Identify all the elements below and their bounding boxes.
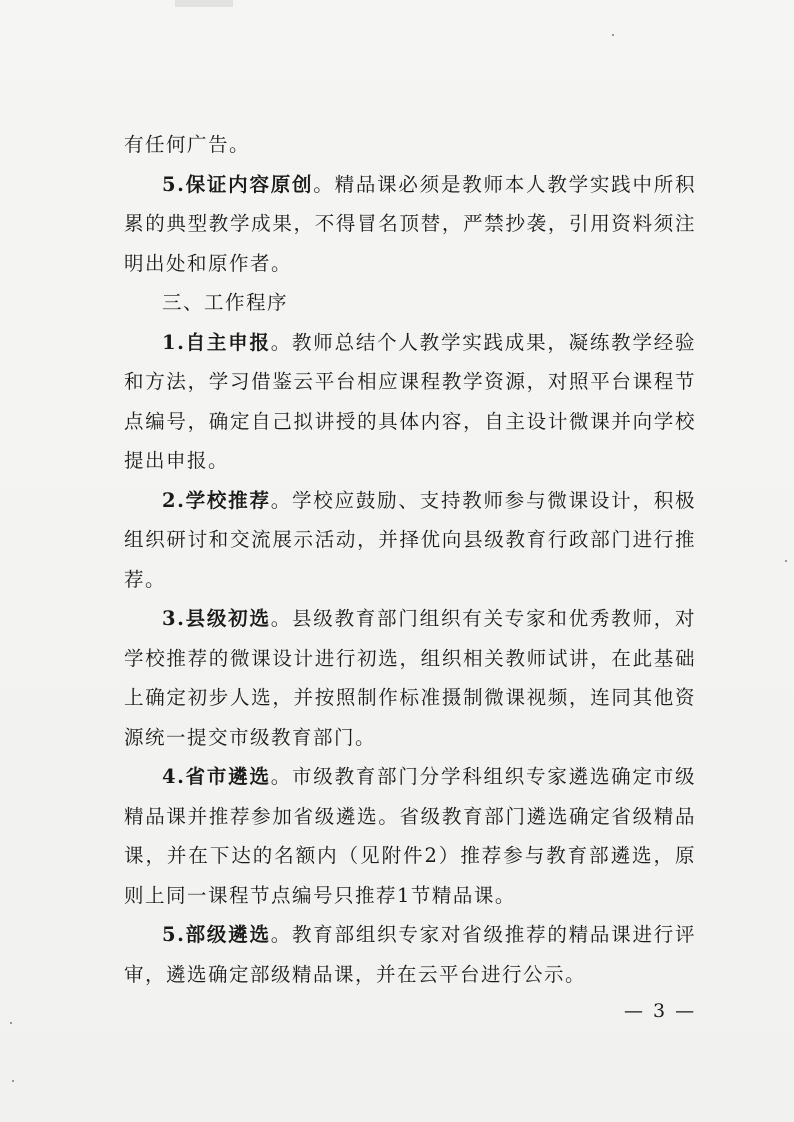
- paragraph-text: 。县级教育部门组织有关专家和优秀教师，对学校推荐的微课设计进行初选，组织相关教师试讲，在此基础上确定初步人选，并按照制作标准摄制微课视频，连同其他资源统一提交市级教育部门。: [124, 607, 696, 749]
- paragraph: [124, 165, 696, 284]
- paragraph-text: 。精品课必须是教师本人教学实践中所积累的典型教学成果，不得冒名顶替，严禁抄袭，引用资料须注明出处和原作者。: [124, 172, 696, 275]
- paragraph-heading: 2.学校推荐: [162, 488, 271, 512]
- section-heading: [124, 283, 696, 323]
- paragraph-text: 。市级教育部门分学科组织专家遴选确定市级精品课并推荐参加省级遴选。省级教育部门遴选确定省级精品课，并在下达的名额内（见附件2）推荐参与教育部遴选，原则上同一课程节点编号只推荐1节精品课。: [124, 765, 696, 907]
- paragraph: [124, 599, 696, 757]
- page-number: — 3 —: [624, 1000, 697, 1022]
- paragraph: [124, 481, 696, 600]
- paragraph: [124, 323, 696, 481]
- scan-mark: [175, 0, 233, 7]
- paragraph-heading: 3.县级初选: [162, 607, 271, 630]
- scan-speck: [10, 1022, 12, 1024]
- paragraph-heading: 4.省市遴选: [162, 765, 271, 788]
- paragraph-text: 。教育部组织专家对省级推荐的精品课进行评审，遴选确定部级精品课，并在云平台进行公示。: [124, 923, 696, 986]
- paragraph-heading: 1.自主申报: [162, 330, 271, 354]
- document-body: [124, 125, 696, 994]
- paragraph-text: 。学校应鼓励、支持教师参与微课设计，积极组织研讨和交流展示活动，并择优向县级教育行政部门进行推荐。: [124, 488, 696, 591]
- paragraph: [124, 757, 696, 915]
- paragraph-heading: 5.保证内容原创: [162, 172, 314, 196]
- section-heading-text: 三、工作程序: [162, 291, 289, 314]
- paragraph-heading: 5.部级遴选: [162, 923, 271, 946]
- scan-speck: [612, 34, 614, 36]
- scan-speck: [12, 1080, 14, 1082]
- paragraph-text: 有任何广告。: [124, 133, 251, 156]
- paragraph: [124, 915, 696, 994]
- paragraph-text: 。教师总结个人教学实践成果，凝练教学经验和方法，学习借鉴云平台相应课程教学资源，对照平台课程节点编号，确定自己拟讲授的具体内容，自主设计微课并向学校提出申报。: [124, 330, 696, 472]
- scan-speck: [785, 560, 787, 562]
- paragraph: [124, 125, 696, 165]
